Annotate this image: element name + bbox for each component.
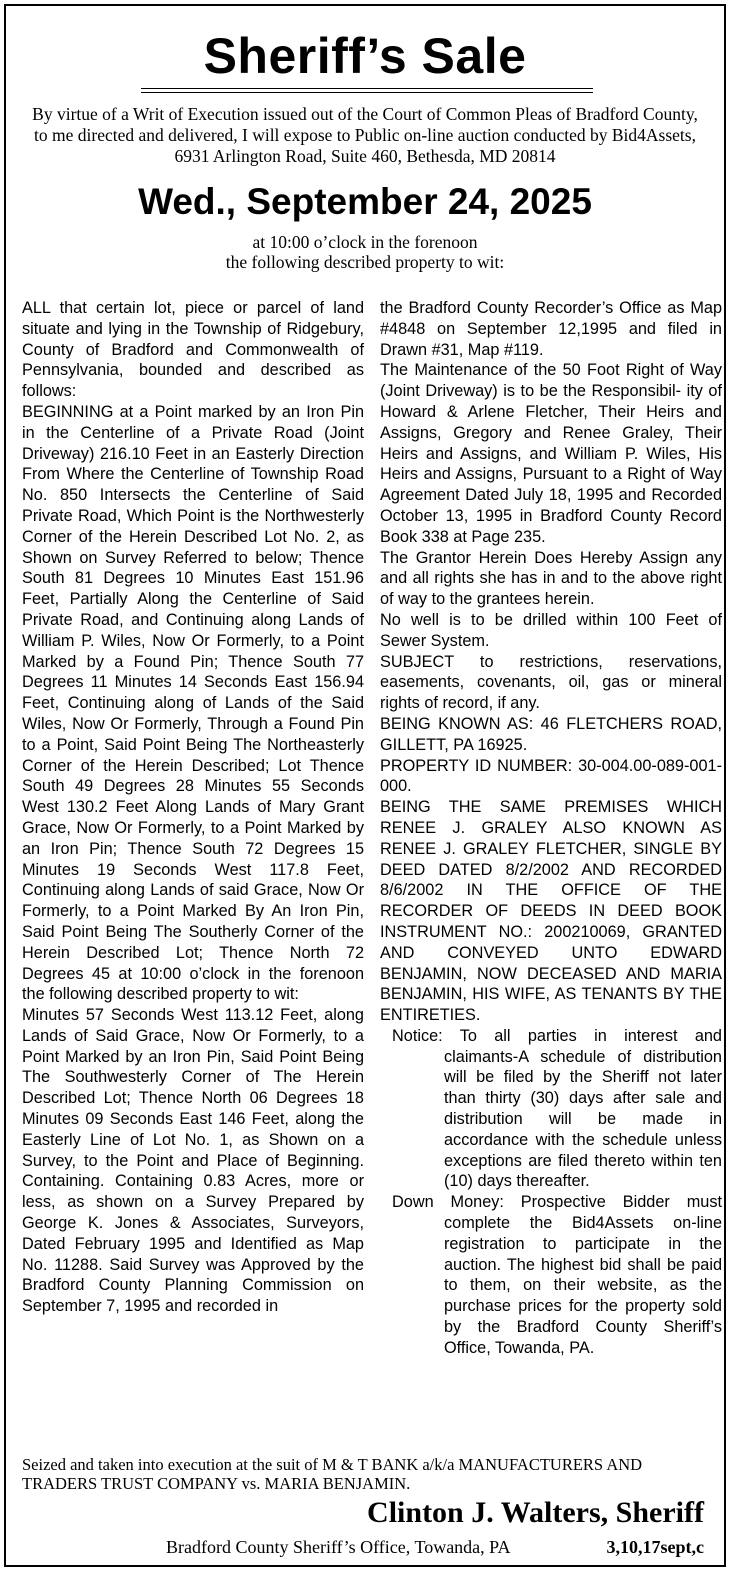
publication-code: 3,10,17sept,c — [606, 1537, 704, 1557]
sheriff-name: Clinton J. Walters, Sheriff — [367, 1496, 704, 1529]
property-id: PROPERTY ID NUMBER: 30-004.00-089-001-000. — [380, 756, 722, 796]
subject-clause: SUBJECT to restrictions, reservations, easements, covenants, oil, gas or mineral rights of record, if any. — [380, 652, 722, 713]
property-intro: the following described property to wit: — [225, 252, 505, 272]
notice-frame — [4, 4, 726, 1567]
legal-description-continued: Minutes 57 Seconds West 113.12 Feet, along Lands of Said Grace, Now Or Formerly, to a Point Marked by an Iron Pin, Said Point Being The Southwesterly Corner of The Herein Described Lot; Thence North 06 Degrees 18 Minutes 09 Seconds East 146 Feet, along the Easterly Line of Lot No. 1, as Shown on a Survey, to the Point and Place of Beginning. Containing. Containing 0.83 Acres, more or less, as shown on a Survey Prepared by George K. Jones & Associates, Surveyors, Dated February 1995 and Identified as Map No. 11288. Said Survey was Approved by the Bradford County Planning Commission on September 7, 1995 and recorded in — [22, 1006, 364, 1316]
legal-description-opening: ALL that certain lot, piece or parcel of land situate and lying in the Township of Ridgebury, County of Bradford and Commonwealth of Pennsylvania, bounded and described as follows: — [22, 299, 364, 401]
sale-date: Wed., September 24, 2025 — [138, 181, 592, 222]
title-rule-bottom — [141, 92, 593, 93]
legal-description-metes: BEGINNING at a Point marked by an Iron Pin in the Centerline of a Private Road (Joint Driveway) 216.10 Feet in an Easterly Direction From Where the Centerline of Township Road No. 850 Intersects the Centerline of Said Private Road, Which Point is the Northwesterly Corner of the Herein Described Lot No. 2, as Shown on Survey Referred to below; Thence South 81 Degrees 10 Minutes East 151.96 Feet, Partially Along the Centerline of Said Private Road, and Continuing along Lands of William P. Wiles, Now Or Formerly, to a Point Marked by a Found Pin; Thence South 77 Degrees 11 Minutes 14 Seconds East 156.94 Feet, Continuing along of Lands of the Said Wiles, Now Or Formerly, Through a Found Pin to a Point, Said Point Being The Northeasterly Corner of the Herein Described; Lot Thence South 49 Degrees 28 Minutes 55 Seconds West 130.2 Feet Along Lands of Mary Grant Grace, Now Or Formerly, to a Point Marked by an Iron Pin; Thence South 72 Degrees 15 Minutes 19 Seconds West 117.8 Feet, Continuing along Lands of said Grace, Now Or Formerly, to a Point Marked By An Iron Pin, Said Point Being The Southerly Corner of the Herein Described Lot; Thence North 72 Degrees 45 at 10:00 o’clock in the forenoon the following described property to wit: — [22, 402, 364, 1004]
right-of-way-maintenance: The Maintenance of the 50 Foot Right of Way (Joint Driveway) is to be the Responsibil- ity of Howard & Arlene Fletcher, Their Heirs and Assigns, Gregory and Renee Graley, Their Heirs and Assigns, and William P. Wiles, His Heirs and Assigns, Pursuant to a Right of Way Agreement Dated July 18, 1995 and Recorded October 13, 1995 in Bradford County Record Book 338 at Page 235. — [380, 361, 722, 546]
property-address: BEING KNOWN AS: 46 FLETCHERS ROAD, GILLETT, PA 16925. — [380, 714, 722, 754]
notice-title: Sheriff’s Sale — [203, 28, 527, 84]
intro-paragraph: By virtue of a Writ of Execution issued out of the Court of Common Pleas of Bradford County, to me directed and delivered, I will expose to Public on-line auction conducted by Bid4Assets, 6931 Arlington Road, Suite 460, Bethesda, MD 20814 — [32, 104, 698, 166]
recorder-reference: the Bradford County Recorder’s Office as Map #4848 on September 12,1995 and filed in Drawn #31, Map #119. — [380, 299, 722, 359]
sale-time: at 10:00 o’clock in the forenoon — [252, 232, 478, 252]
deed-history: BEING THE SAME PREMISES WHICH RENEE J. GRALEY ALSO KNOWN AS RENEE J. GRALEY FLETCHER, SINGLE BY DEED DATED 8/2/2002 AND RECORDED 8/6/2002 IN THE OFFICE OF THE RECORDER OF DEEDS IN DEED BOOK INSTRUMENT NO.: 200210069, GRANTED AND CONVEYED UNTO EDWARD BENJAMIN, NOW DECEASED AND MARIA BENJAMIN, HIS WIFE, AS TENANTS BY THE ENTIRETIES. — [380, 798, 722, 1025]
sheriff-office: Bradford County Sheriff’s Office, Towanda, PA — [166, 1537, 511, 1557]
down-money-terms: Down Money: Prospective Bidder must complete the Bid4Assets on-line registration to participate in the auction. The highest bid shall be paid to them, on their website, as the purchase prices for the property sold by the Bradford County Sheriff’s Office, Towanda, PA. — [392, 1193, 722, 1357]
distribution-notice: Notice: To all parties in interest and claimants-A schedule of distribution will be filed by the Sheriff not later than thirty (30) days after sale and distribution will be made in accordance with the schedule unless exceptions are filed thereto within ten (10) days thereafter. — [392, 1026, 722, 1191]
grantor-assignment: The Grantor Herein Does Hereby Assign any and all rights she has in and to the above right of way to the grantees herein. — [380, 548, 722, 609]
well-restriction: No well is to be drilled within 100 Feet of Sewer System. — [380, 610, 722, 650]
title-rule-top — [141, 88, 593, 89]
right-column — [380, 298, 722, 1359]
sale-time-block — [6, 232, 724, 272]
left-column — [22, 298, 364, 1317]
seizure-statement: Seized and taken into execution at the suit of M & T BANK a/k/a MANUFACTURERS AND TRADERS TRUST COMPANY vs. MARIA BENJAMIN. — [22, 1455, 643, 1493]
